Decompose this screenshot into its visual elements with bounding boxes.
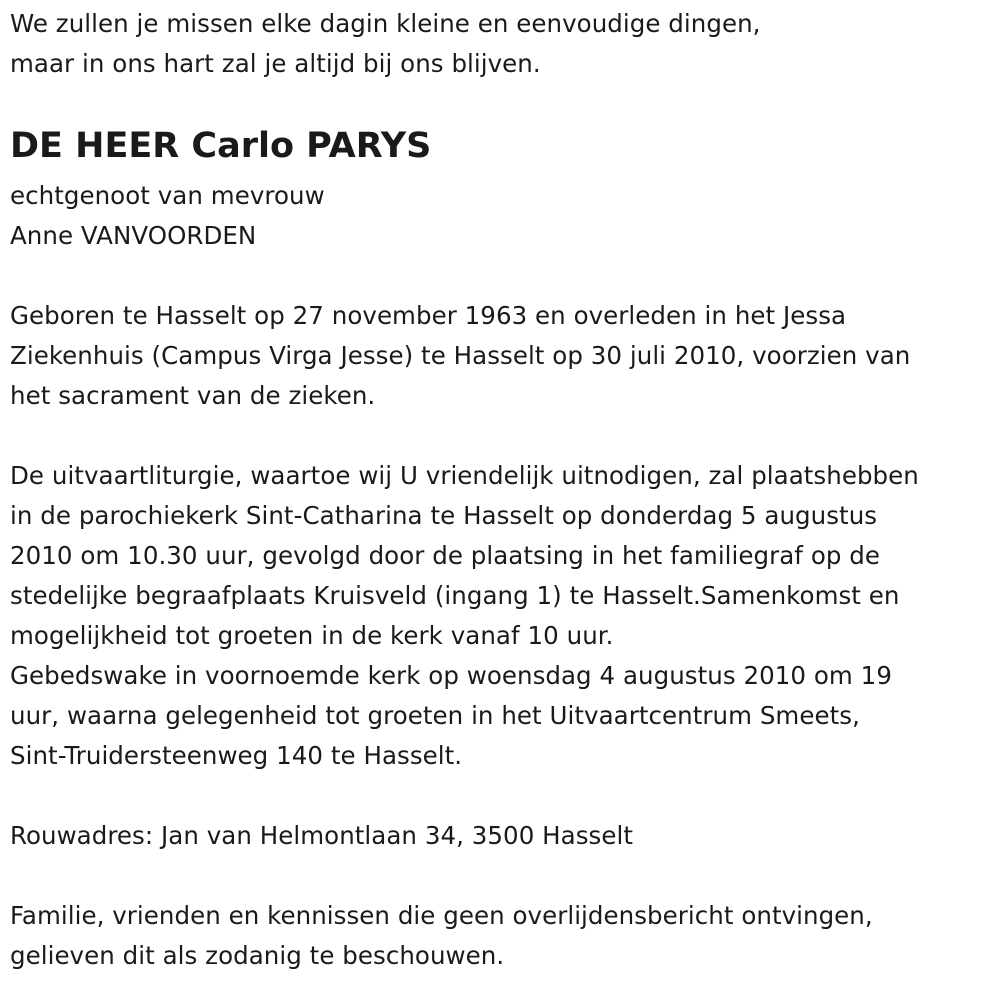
motto — [10, 4, 995, 84]
birth-death-paragraph — [10, 296, 995, 416]
spouse-info — [10, 176, 995, 256]
motto-line: maar in ons hart zal je altijd bij ons blijven. — [10, 49, 541, 78]
paragraph-line: mogelijkheid tot groeten in de kerk vanaf 10 uur. — [10, 621, 614, 650]
motto-line: We zullen je missen elke dagin kleine en eenvoudige dingen, — [10, 9, 761, 38]
mourning-address: Rouwadres: Jan van Helmontlaan 34, 3500 Hasselt — [10, 821, 633, 850]
spouse-line: echtgenoot van mevrouw — [10, 181, 325, 210]
paragraph-line: Ziekenhuis (Campus Virga Jesse) te Hasselt op 30 juli 2010, voorzien van — [10, 341, 911, 370]
spacer — [10, 416, 995, 456]
paragraph-line: De uitvaartliturgie, waartoe wij U vriendelijk uitnodigen, zal plaatshebben — [10, 461, 919, 490]
funeral-paragraph — [10, 456, 995, 776]
paragraph-line: gelieven dit als zodanig te beschouwen. — [10, 941, 505, 970]
paragraph-line: het sacrament van de zieken. — [10, 381, 376, 410]
paragraph-line: 2010 om 10.30 uur, gevolgd door de plaatsing in het familiegraf op de — [10, 541, 881, 570]
paragraph-line: uur, waarna gelegenheid tot groeten in het Uitvaartcentrum Smeets, — [10, 701, 860, 730]
spacer — [10, 256, 995, 296]
paragraph-line: stedelijke begraafplaats Kruisveld (ingang 1) te Hasselt.Samenkomst en — [10, 581, 900, 610]
paragraph-line: in de parochiekerk Sint-Catharina te Hasselt op donderdag 5 augustus — [10, 501, 878, 530]
paragraph-line: Sint-Truidersteenweg 140 te Hasselt. — [10, 741, 463, 770]
deceased-name: DE HEER Carlo PARYS — [10, 126, 432, 166]
spouse-line: Anne VANVOORDEN — [10, 221, 257, 250]
spacer — [10, 776, 995, 816]
spacer — [10, 856, 995, 896]
paragraph-line: Gebedswake in voornoemde kerk op woensdag 4 augustus 2010 om 19 — [10, 661, 892, 690]
death-notice — [10, 4, 995, 976]
paragraph-line: Familie, vrienden en kennissen die geen overlijdensbericht ontvingen, — [10, 901, 873, 930]
closing-paragraph — [10, 896, 995, 976]
paragraph-line: Geboren te Hasselt op 27 november 1963 en overleden in het Jessa — [10, 301, 847, 330]
